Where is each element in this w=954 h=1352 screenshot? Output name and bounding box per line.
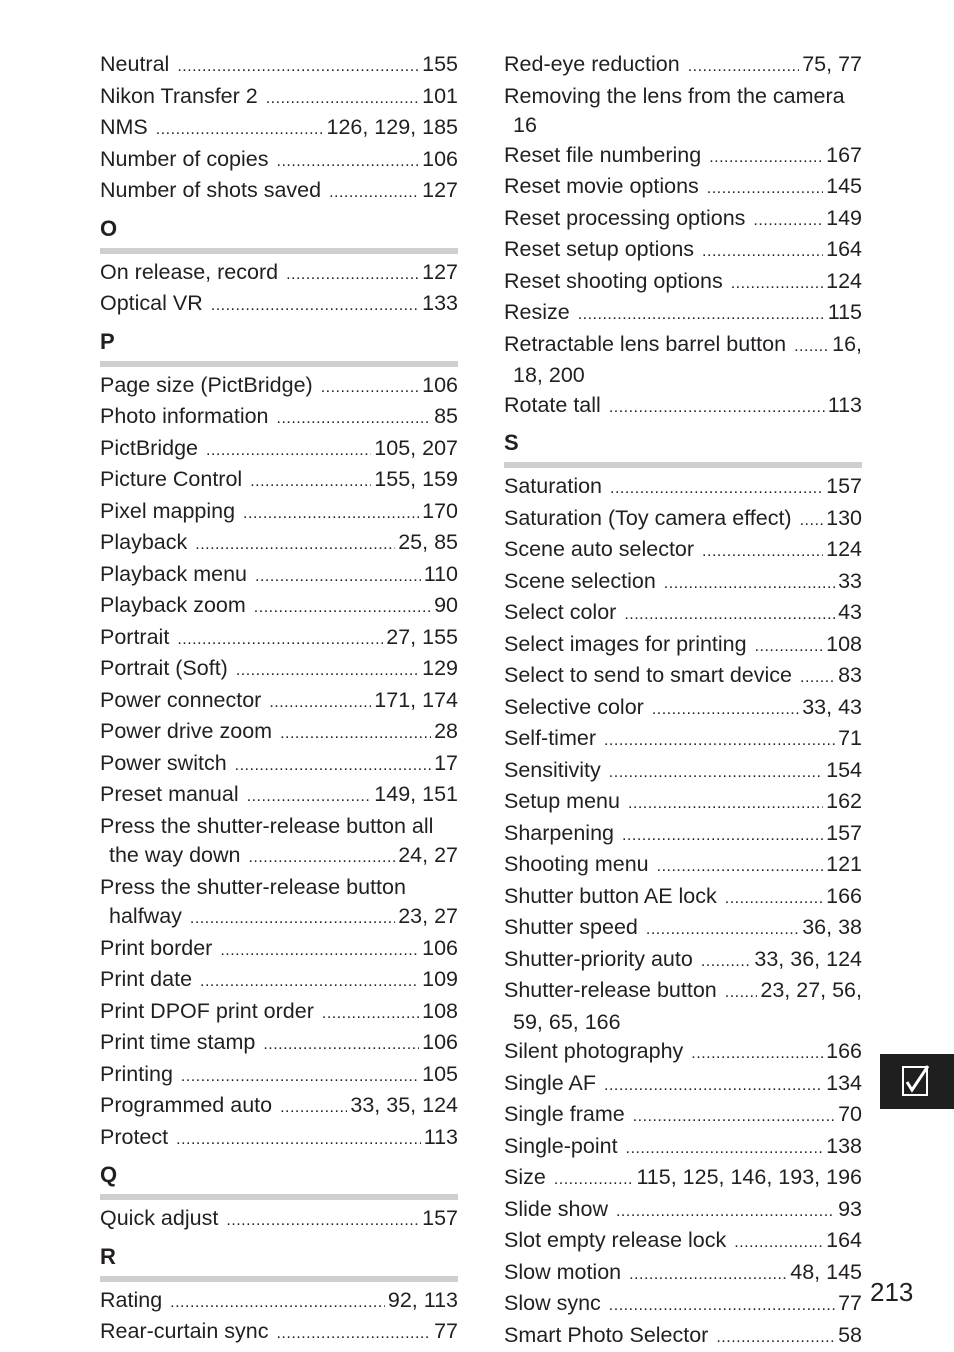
dot-leader [226, 1206, 419, 1236]
index-term: Single-point [504, 1132, 618, 1162]
dot-leader [709, 143, 823, 173]
index-entry [504, 141, 862, 173]
index-pages-continuation: 59, 65, 166 [513, 1008, 621, 1038]
index-entry [504, 1258, 862, 1290]
dot-leader [321, 373, 419, 403]
index-entry [504, 882, 862, 914]
index-pages: 108 [826, 630, 862, 660]
index-entry [100, 873, 458, 903]
index-entry [504, 693, 862, 725]
dot-leader [255, 562, 421, 592]
index-entry [100, 113, 458, 145]
index-pages: 162 [826, 787, 862, 817]
index-term: Select color [504, 598, 616, 628]
dot-leader [725, 978, 758, 1008]
index-entry [100, 749, 458, 781]
dot-leader [235, 751, 431, 781]
page-number: 213 [870, 1276, 913, 1308]
dot-leader [243, 499, 419, 529]
index-pages: 157 [826, 819, 862, 849]
dot-leader [691, 1039, 823, 1069]
dot-leader [622, 821, 823, 851]
dot-leader [329, 178, 419, 208]
dot-leader [195, 530, 395, 560]
index-term: Number of copies [100, 145, 269, 175]
index-pages: 170 [422, 497, 458, 527]
index-term: Selective color [504, 693, 644, 723]
index-term: On release, record [100, 258, 278, 288]
index-entry [100, 780, 458, 812]
index-term: Sharpening [504, 819, 614, 849]
dot-leader [725, 884, 823, 914]
index-term: Press the shutter-release button [100, 873, 406, 903]
dot-leader [609, 758, 823, 788]
index-term: Scene selection [504, 567, 656, 597]
index-entry [504, 1069, 862, 1101]
index-entry [100, 289, 458, 321]
index-term: Slide show [504, 1195, 608, 1225]
index-term: Shooting menu [504, 850, 649, 880]
index-entry [100, 686, 458, 718]
dot-leader [277, 404, 432, 434]
index-term: Shutter button AE lock [504, 882, 717, 912]
index-term: Select to send to smart device [504, 661, 792, 691]
index-pages: 105 [422, 1060, 458, 1090]
index-term: Scene auto selector [504, 535, 694, 565]
index-pages: 155, 159 [374, 465, 458, 495]
index-entry [504, 567, 862, 599]
index-term: Playback zoom [100, 591, 246, 621]
index-term: Number of shots saved [100, 176, 321, 206]
index-entry [504, 235, 862, 267]
index-term: Print border [100, 934, 212, 964]
index-term: Slow motion [504, 1258, 621, 1288]
dot-leader [236, 656, 419, 686]
dot-leader [266, 84, 419, 114]
dot-leader [170, 1288, 385, 1318]
index-pages: 166 [826, 1037, 862, 1067]
index-term: Select images for printing [504, 630, 747, 660]
index-pages: 101 [422, 82, 458, 112]
index-entry [504, 472, 862, 504]
index-entry [504, 267, 862, 299]
index-entry [504, 535, 862, 567]
index-pages: 145 [826, 172, 862, 202]
dot-leader [753, 206, 823, 236]
index-column-left [100, 50, 458, 1349]
index-entry [100, 560, 458, 592]
index-pages: 167 [826, 141, 862, 171]
dot-leader [800, 663, 835, 693]
index-pages: 93 [838, 1195, 862, 1225]
index-entry [100, 465, 458, 497]
dot-leader [716, 1323, 835, 1352]
index-pages: 115, 125, 146, 193, 196 [636, 1163, 862, 1193]
index-entry [504, 1132, 862, 1164]
index-term: Single frame [504, 1100, 625, 1130]
dot-leader [609, 1291, 835, 1321]
index-pages: 77 [434, 1317, 458, 1347]
index-pages: 36, 38 [802, 913, 862, 943]
dot-leader [156, 115, 324, 145]
index-entry-continuation [504, 1008, 862, 1038]
index-pages: 134 [826, 1069, 862, 1099]
index-term: Playback menu [100, 560, 247, 590]
index-entry [100, 82, 458, 114]
index-term: Pixel mapping [100, 497, 235, 527]
dot-leader [554, 1165, 634, 1195]
dot-leader [578, 300, 825, 330]
dot-leader [220, 936, 419, 966]
index-pages: 149, 151 [374, 780, 458, 810]
index-pages: 70 [838, 1100, 862, 1130]
index-pages: 121 [826, 850, 862, 880]
index-pages: 24, 27 [398, 841, 458, 871]
index-term: Reset file numbering [504, 141, 701, 171]
index-entry [100, 528, 458, 560]
dot-leader [286, 260, 419, 290]
index-pages: 17 [434, 749, 458, 779]
index-entry [504, 598, 862, 630]
index-pages: 23, 27 [398, 902, 458, 932]
index-term: Nikon Transfer 2 [100, 82, 258, 112]
index-entry-continuation [504, 361, 862, 391]
index-pages: 106 [422, 934, 458, 964]
index-term: NMS [100, 113, 148, 143]
index-entry [504, 724, 862, 756]
dot-leader [734, 1228, 823, 1258]
index-term: Smart Photo Selector [504, 1321, 708, 1351]
dot-leader [254, 593, 431, 623]
index-pages: 106 [422, 145, 458, 175]
index-pages: 157 [826, 472, 862, 502]
index-pages: 130 [826, 504, 862, 534]
index-term: Single AF [504, 1069, 596, 1099]
index-term: Saturation (Toy camera effect) [504, 504, 792, 534]
index-pages: 113 [424, 1123, 458, 1153]
dot-leader [794, 332, 829, 362]
dot-leader [263, 1030, 419, 1060]
index-term: Power connector [100, 686, 261, 716]
index-term: Red-eye reduction [504, 50, 680, 80]
index-term: Portrait [100, 623, 169, 653]
dot-leader [707, 174, 823, 204]
index-pages: 71 [838, 724, 862, 754]
index-term: Quick adjust [100, 1204, 218, 1234]
dot-leader [626, 1134, 824, 1164]
dot-leader [277, 147, 420, 177]
index-pages: 133 [422, 289, 458, 319]
index-entry [504, 756, 862, 788]
index-entry [504, 1163, 862, 1195]
index-pages: 16, [832, 330, 862, 360]
index-entry [504, 204, 862, 236]
index-entry [504, 787, 862, 819]
section-letter: Q [100, 1162, 458, 1200]
index-pages: 83 [838, 661, 862, 691]
index-term: Press the shutter-release button all [100, 812, 433, 842]
dot-leader [688, 52, 800, 82]
index-term-continuation: 16 [513, 111, 537, 141]
dot-leader [628, 789, 823, 819]
index-entry [100, 965, 458, 997]
index-entry [100, 258, 458, 290]
index-entry [504, 82, 862, 112]
index-pages-continuation: 18, 200 [513, 361, 585, 391]
index-term: Rotate tall [504, 391, 601, 421]
index-entry [504, 1226, 862, 1258]
dot-leader [646, 915, 799, 945]
index-term: Shutter-priority auto [504, 945, 693, 975]
index-term: Playback [100, 528, 187, 558]
index-pages: 108 [422, 997, 458, 1027]
index-term: Retractable lens barrel button [504, 330, 786, 360]
index-term: Protect [100, 1123, 168, 1153]
index-entry [100, 434, 458, 466]
dot-leader [609, 393, 825, 423]
index-pages: 127 [422, 258, 458, 288]
index-pages: 109 [422, 965, 458, 995]
index-pages: 113 [828, 391, 862, 421]
dot-leader [250, 467, 371, 497]
index-term: Photo information [100, 402, 269, 432]
index-term: Reset setup options [504, 235, 694, 265]
index-entry [100, 1060, 458, 1092]
index-term: Print date [100, 965, 192, 995]
index-entry-continuation [100, 841, 458, 873]
dot-leader [276, 1319, 431, 1349]
index-term: Rear-curtain sync [100, 1317, 268, 1347]
index-pages: 155 [422, 50, 458, 80]
index-term: Power drive zoom [100, 717, 272, 747]
dot-leader [200, 967, 419, 997]
index-pages: 33 [838, 567, 862, 597]
dot-leader [652, 695, 799, 725]
dot-leader [604, 1071, 823, 1101]
dot-leader [248, 843, 395, 873]
index-term: Power switch [100, 749, 227, 779]
index-pages: 25, 85 [398, 528, 458, 558]
index-term: Size [504, 1163, 546, 1193]
index-column-right [504, 50, 862, 1352]
index-term: Page size (PictBridge) [100, 371, 313, 401]
index-entry [100, 812, 458, 842]
index-pages: 164 [826, 235, 862, 265]
index-entry [504, 1100, 862, 1132]
index-entry [100, 497, 458, 529]
dot-leader [181, 1062, 419, 1092]
index-term: Silent photography [504, 1037, 683, 1067]
dot-leader [604, 726, 835, 756]
index-term: Slow sync [504, 1289, 601, 1319]
index-entry [504, 850, 862, 882]
dot-leader [701, 947, 752, 977]
index-pages: 149 [826, 204, 862, 234]
index-pages: 105, 207 [374, 434, 458, 464]
index-pages: 23, 27, 56, [760, 976, 862, 1006]
dot-leader [211, 291, 419, 321]
dot-leader [177, 625, 383, 655]
index-pages: 115 [828, 298, 862, 328]
dot-leader [177, 52, 419, 82]
index-term: Reset movie options [504, 172, 699, 202]
index-term: Saturation [504, 472, 602, 502]
index-entry [100, 145, 458, 177]
index-pages: 166 [826, 882, 862, 912]
index-entry [100, 1204, 458, 1236]
section-letter: R [100, 1244, 458, 1282]
index-pages: 33, 35, 124 [350, 1091, 458, 1121]
index-term: Removing the lens from the camera [504, 82, 845, 112]
index-term: Print time stamp [100, 1028, 255, 1058]
index-pages: 154 [826, 756, 862, 786]
index-term: Setup menu [504, 787, 620, 817]
section-tab [880, 1054, 954, 1109]
pencil-checkmark-icon [902, 1064, 932, 1098]
dot-leader [702, 537, 823, 567]
index-pages: 58 [838, 1321, 862, 1351]
dot-leader [176, 1125, 421, 1155]
index-entry [100, 1286, 458, 1318]
index-entry [504, 330, 862, 362]
index-term-continuation: the way down [109, 841, 240, 871]
index-entry [100, 176, 458, 208]
index-pages: 28 [434, 717, 458, 747]
index-pages: 48, 145 [790, 1258, 862, 1288]
dot-leader [610, 474, 823, 504]
section-letter: S [504, 430, 862, 468]
index-entry [504, 819, 862, 851]
index-entry [504, 504, 862, 536]
dot-leader [206, 436, 371, 466]
index-pages: 77 [838, 1289, 862, 1319]
index-entry [100, 1317, 458, 1349]
index-term: Programmed auto [100, 1091, 272, 1121]
index-entry [504, 172, 862, 204]
index-term-continuation: halfway [109, 902, 182, 932]
dot-leader [322, 999, 419, 1029]
dot-leader [702, 237, 823, 267]
index-term: Optical VR [100, 289, 203, 319]
index-entry [504, 391, 862, 423]
dot-leader [664, 569, 835, 599]
index-entry [100, 402, 458, 434]
index-entry [100, 934, 458, 966]
index-pages: 127 [422, 176, 458, 206]
index-entry [100, 1123, 458, 1155]
index-term: Shutter speed [504, 913, 638, 943]
index-pages: 164 [826, 1226, 862, 1256]
index-pages: 43 [838, 598, 862, 628]
dot-leader [657, 852, 823, 882]
section-letter: P [100, 329, 458, 367]
index-pages: 27, 155 [386, 623, 458, 653]
index-entry [504, 1289, 862, 1321]
dot-leader [755, 632, 824, 662]
index-pages: 126, 129, 185 [326, 113, 458, 143]
index-entry [100, 717, 458, 749]
index-term: PictBridge [100, 434, 198, 464]
dot-leader [624, 600, 835, 630]
index-entry-continuation [504, 111, 862, 141]
index-term: Preset manual [100, 780, 239, 810]
index-term: Picture Control [100, 465, 242, 495]
index-pages: 90 [434, 591, 458, 621]
dot-leader [190, 904, 395, 934]
index-entry [504, 298, 862, 330]
index-pages: 85 [434, 402, 458, 432]
index-term: Self-timer [504, 724, 596, 754]
dot-leader [633, 1102, 835, 1132]
dot-leader [280, 1093, 347, 1123]
index-term: Neutral [100, 50, 169, 80]
index-term: Shutter-release button [504, 976, 717, 1006]
index-term: Print DPOF print order [100, 997, 314, 1027]
index-pages: 92, 113 [388, 1286, 458, 1316]
index-entry [100, 50, 458, 82]
index-term: Rating [100, 1286, 162, 1316]
index-pages: 75, 77 [802, 50, 862, 80]
dot-leader [731, 269, 823, 299]
index-pages: 129 [422, 654, 458, 684]
index-term: Reset shooting options [504, 267, 723, 297]
index-entry [504, 630, 862, 662]
index-entry [504, 1321, 862, 1352]
index-pages: 157 [422, 1204, 458, 1234]
index-pages: 33, 36, 124 [754, 945, 862, 975]
index-pages: 138 [826, 1132, 862, 1162]
index-entry [504, 976, 862, 1008]
index-entry [504, 913, 862, 945]
index-term: Sensitivity [504, 756, 601, 786]
index-term: Reset processing options [504, 204, 745, 234]
dot-leader [247, 782, 372, 812]
index-entry [100, 371, 458, 403]
index-entry-continuation [100, 902, 458, 934]
index-entry [100, 591, 458, 623]
index-pages: 33, 43 [802, 693, 862, 723]
index-entry [100, 997, 458, 1029]
index-entry [100, 1091, 458, 1123]
index-entry [504, 661, 862, 693]
index-entry [100, 623, 458, 655]
index-term: Printing [100, 1060, 173, 1090]
dot-leader [616, 1197, 835, 1227]
index-pages: 124 [826, 267, 862, 297]
index-term: Slot empty release lock [504, 1226, 726, 1256]
section-letter: O [100, 216, 458, 254]
dot-leader [629, 1260, 787, 1290]
index-entry [504, 945, 862, 977]
dot-leader [269, 688, 371, 718]
dot-leader [800, 506, 824, 536]
index-term: Portrait (Soft) [100, 654, 228, 684]
index-entry [504, 1195, 862, 1227]
index-pages: 106 [422, 371, 458, 401]
index-entry [100, 1028, 458, 1060]
index-entry [504, 50, 862, 82]
index-entry [100, 654, 458, 686]
index-entry [504, 1037, 862, 1069]
index-term: Resize [504, 298, 570, 328]
index-pages: 124 [826, 535, 862, 565]
dot-leader [280, 719, 431, 749]
index-pages: 110 [424, 560, 458, 590]
index-pages: 171, 174 [374, 686, 458, 716]
index-pages: 106 [422, 1028, 458, 1058]
